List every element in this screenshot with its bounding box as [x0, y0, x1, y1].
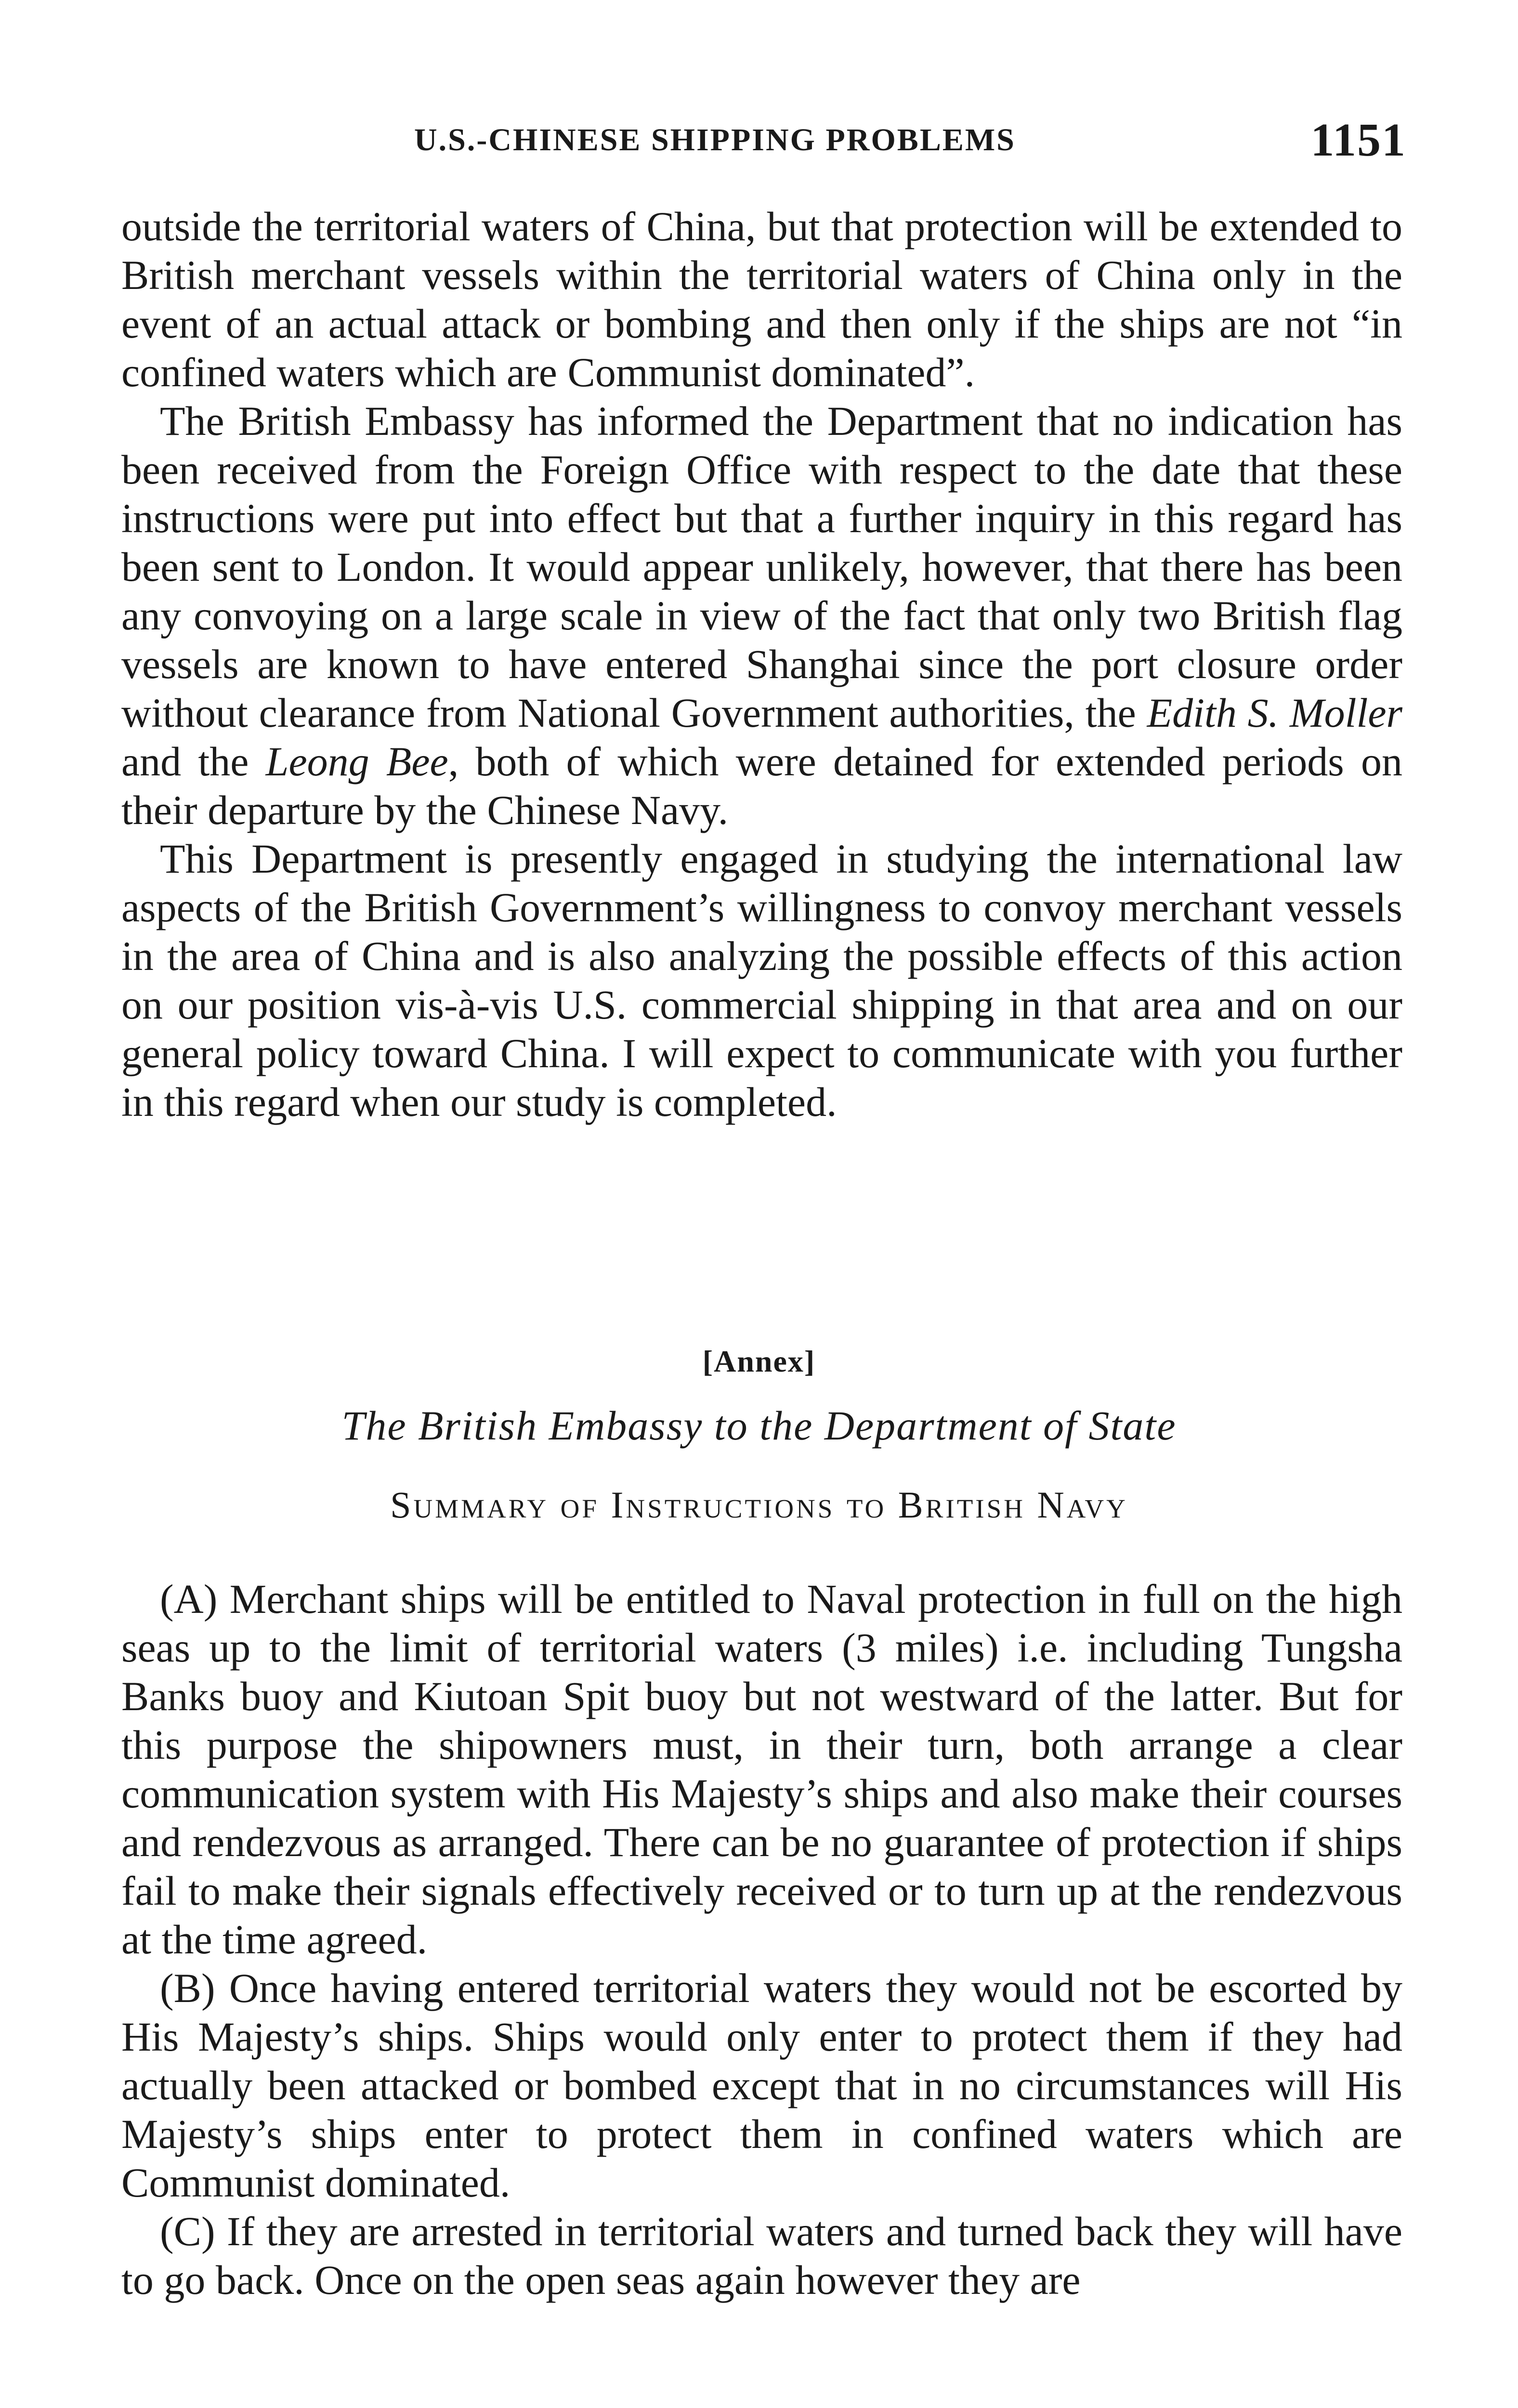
paragraph-embassy-part-2: and the [121, 738, 266, 785]
item-text: If they are arrested in territorial waters and turned back they will have to go back. Once on the open seas again however they are [121, 2208, 1403, 2303]
ship-name-leong-bee: Leong Bee [265, 738, 448, 785]
body-text-top [121, 202, 1402, 1126]
running-head [0, 113, 1518, 166]
instruction-item-b [121, 1964, 1402, 2207]
letter-heading: The British Embassy to the Department of State [341, 1402, 1177, 1449]
paragraph-department: This Department is presently engaged in studying the international law aspects of the British Government’s willingness to convoy merchant vessels in the area of China and is also analyzing the possible effects of this action on our position vis-à-vis U.S. commercial shipping in that area and on our general policy toward China. I will expect to communicate with you further in this regard when our study is completed. [121, 836, 1402, 1125]
paragraph-embassy [121, 397, 1402, 835]
instructions-list [121, 1575, 1402, 2304]
annex-label: [Annex] [702, 1344, 816, 1378]
instruction-item-c [121, 2207, 1402, 2304]
paragraph-continuation: outside the territorial waters of China, but that protection will be extended to British merchant vessels within the territorial waters of China only in the event of an actual attack or bombing and then only if the ships are not “in confined waters which are Communist dominated”. [121, 203, 1402, 395]
page-number: 1151 [1310, 114, 1406, 166]
item-text: Merchant ships will be entitled to Naval protection in full on the high seas up to the limit of territorial waters (3 miles) i.e. including Tungsha Banks buoy and Kiutoan Spit buoy but not westward of the latter. But for this purpose the shipowners must, in their turn, both arrange a clear communication system with His Majesty’s ships and also make their courses and rendezvous as arranged. There can be no guarantee of protection if ships fail to make their signals effectively received or to turn up at the rendezvous at the time agreed. [121, 1576, 1403, 1963]
summary-heading: Summary of Instructions to British Navy [390, 1484, 1128, 1526]
item-text: Once having entered territorial waters they would not be escorted by His Majesty’s ships. Ships would only enter to protect them if they had actually been attacked or bombed except that in no circumstances will His Majesty’s ships enter to protect them in confined waters which are Communist dominated. [121, 1965, 1403, 2206]
item-label: (A) [160, 1576, 218, 1622]
item-label: (B) [160, 1965, 215, 2011]
instruction-item-a [121, 1575, 1402, 1964]
ship-name-edith-moller: Edith S. Moller [1147, 690, 1403, 736]
running-title: U.S.-CHINESE SHIPPING PROBLEMS [414, 122, 1016, 157]
paragraph-embassy-part-3: , both of which were detained for extended periods on their departure by the Chinese Navy. [121, 738, 1402, 833]
item-label: (C) [160, 2208, 215, 2254]
paragraph-embassy-part-1: The British Embassy has informed the Department that no indication has been received from the Foreign Office with respect to the date that these instructions were put into effect but that a further inquiry in this regard has been sent to London. It would appear unlikely, however, that there has been any convoying on a large scale in view of the fact that only two British flag vessels are known to have entered Shanghai since the port closure order without clearance from National Government authorities, the [121, 398, 1402, 736]
